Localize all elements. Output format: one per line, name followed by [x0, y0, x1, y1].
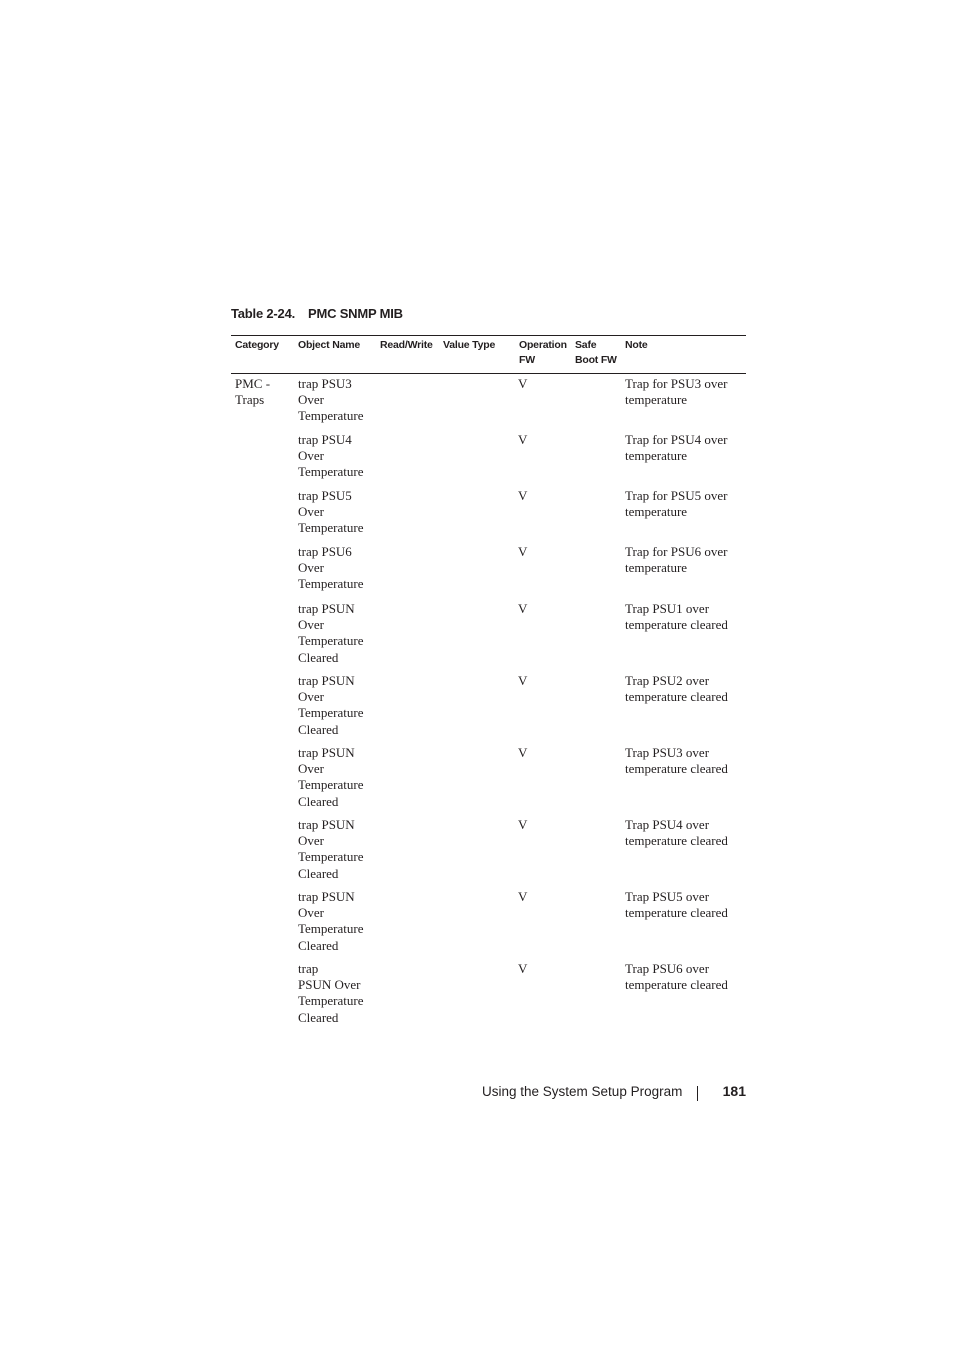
table-row-operation-fw: V: [518, 673, 528, 688]
header-read-write: Read/Write: [380, 339, 433, 351]
table-row-note: Trap PSU1 over temperature cleared: [625, 601, 728, 633]
table-header-bottom-rule: [231, 373, 746, 374]
header-operation-fw: Operation FW: [519, 339, 567, 366]
table-row-object-name: trap PSU4 Over Temperature: [298, 432, 364, 480]
header-note: Note: [625, 339, 648, 351]
header-object-name: Object Name: [298, 339, 360, 351]
table-row-object-name: trap PSUN Over Temperature Cleared: [298, 745, 364, 809]
table-row-object-name: trap PSUN Over Temperature Cleared: [298, 601, 364, 665]
table-row-object-name: trap PSU6 Over Temperature: [298, 544, 364, 592]
table-row-operation-fw: V: [518, 961, 528, 976]
table-row-note: Trap PSU2 over temperature cleared: [625, 673, 728, 705]
table-header-top-rule: [231, 335, 746, 336]
table-row-note: Trap PSU5 over temperature cleared: [625, 889, 728, 921]
table-number: Table 2-24.: [231, 306, 296, 321]
table-row-note: Trap for PSU5 over temperature: [625, 488, 728, 520]
table-row-note: Trap PSU3 over temperature cleared: [625, 745, 728, 777]
table-row-note: Trap for PSU3 over temperature: [625, 376, 728, 408]
table-row-operation-fw: V: [518, 817, 528, 832]
table-row-operation-fw: V: [518, 889, 528, 904]
table-row-operation-fw: V: [518, 488, 528, 503]
footer-separator: [697, 1086, 698, 1101]
header-value-type: Value Type: [443, 339, 496, 351]
table-title: PMC SNMP MIB: [308, 306, 403, 321]
table-row-object-name: trap PSUN Over Temperature Cleared: [298, 889, 364, 953]
table-row-object-name: trap PSU3 Over Temperature: [298, 376, 364, 424]
table-row-operation-fw: V: [518, 601, 528, 616]
table-row-operation-fw: V: [518, 432, 528, 447]
table-row-object-name: trap PSUN Over Temperature Cleared: [298, 817, 364, 881]
table-row-object-name: trap PSUN Over Temperature Cleared: [298, 673, 364, 737]
category-cell: PMC - Traps: [235, 376, 271, 408]
table-row-operation-fw: V: [518, 376, 528, 391]
table-row-object-name: trap PSU5 Over Temperature: [298, 488, 364, 536]
table-row-operation-fw: V: [518, 544, 528, 559]
table-row-note: Trap PSU6 over temperature cleared: [625, 961, 728, 993]
table-row-note: Trap PSU4 over temperature cleared: [625, 817, 728, 849]
page-number: 181: [722, 1083, 746, 1099]
table-row-note: Trap for PSU4 over temperature: [625, 432, 728, 464]
table-caption: [231, 306, 403, 321]
header-category: Category: [235, 339, 279, 351]
header-safe-boot-fw: Safe Boot FW: [575, 339, 617, 366]
table-row-note: Trap for PSU6 over temperature: [625, 544, 728, 576]
table-row-operation-fw: V: [518, 745, 528, 760]
footer-section-title: Using the System Setup Program: [482, 1084, 683, 1099]
table-row-object-name: trap PSUN Over Temperature Cleared: [298, 961, 364, 1025]
